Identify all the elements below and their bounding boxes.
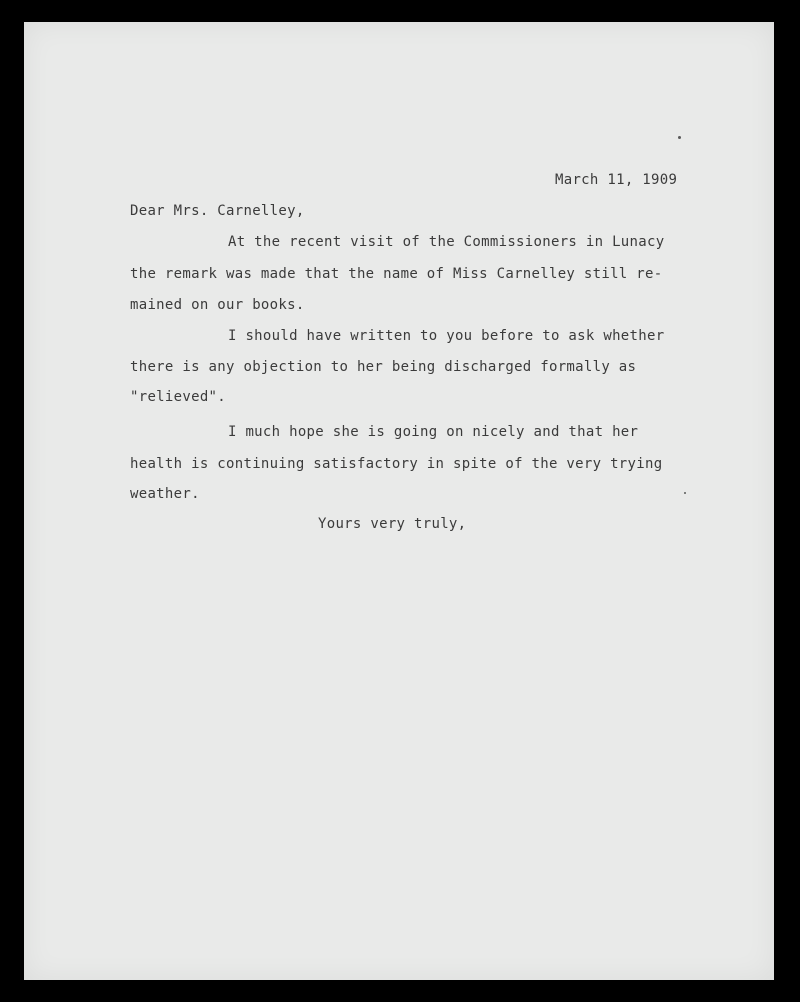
paper-speck <box>678 136 681 139</box>
paragraph-3-line-2: health is continuing satisfactory in spite of the very trying <box>130 456 663 472</box>
letter-date: March 11, 1909 <box>555 172 678 188</box>
paragraph-3-line-3: weather. <box>130 486 200 502</box>
letter-salutation: Dear Mrs. Carnelley, <box>130 203 305 219</box>
paragraph-2-line-2: there is any objection to her being discharged formally as <box>130 359 637 375</box>
letter-closing: Yours very truly, <box>318 516 467 532</box>
paragraph-2-line-3: "relieved". <box>130 389 227 405</box>
paragraph-1-line-2: the remark was made that the name of Miss Carnelley still re- <box>130 266 663 282</box>
paper-speck <box>684 492 686 494</box>
paragraph-1-line-3: mained on our books. <box>130 297 305 313</box>
paragraph-2-line-1: I should have written to you before to ask whether <box>228 328 665 344</box>
paragraph-3-line-1: I much hope she is going on nicely and that her <box>228 424 639 440</box>
paragraph-1-line-1: At the recent visit of the Commissioners in Lunacy <box>228 234 665 250</box>
